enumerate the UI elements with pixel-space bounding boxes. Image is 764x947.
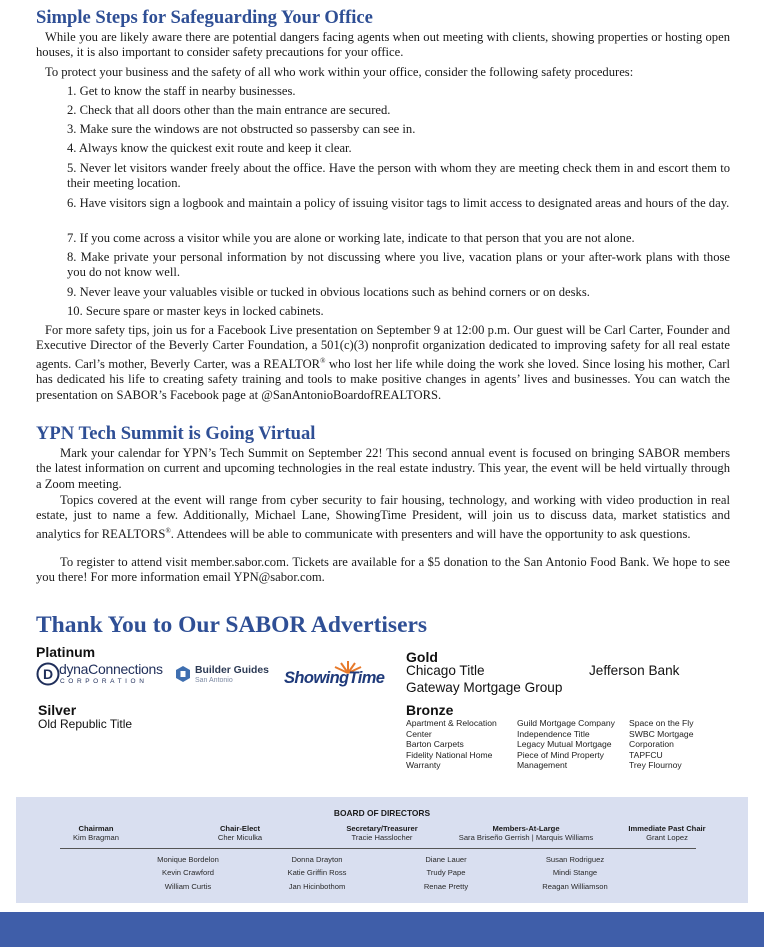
safety-step: 9. Never leave your valuables visible or tucked in obvious locations such as behind corners or on desks. [67,285,590,299]
officer-name: Kim Bragman [72,833,119,842]
board-officer [612,824,722,842]
director-name: Reagan Williamson [542,882,608,891]
ypn-paragraph-1-text: Mark your calendar for YPN’s Tech Summit on September 22! This second annual event is focused on bringing SABOR members the latest information on current and upcoming technologies in the real estate industry. This year, the event will be held virtually through a Zoom meeting. [36,446,730,491]
bronze-label: Bronze [406,702,454,718]
director-name: Mindi Stange [552,868,598,877]
safety-intro-1 [36,30,730,61]
officer-role: Immediate Past Chair [628,824,706,833]
safety-step: 7. If you come across a visitor while you are alone or working late, indicate to that person that you are not alone. [67,231,635,245]
director-name: Susan Rodriguez [545,855,605,864]
officer-role: Secretary/Treasurer [346,824,418,833]
officer-role: Chairman [78,824,114,833]
director-name: William Curtis [164,882,212,891]
safety-intro-2-text: To protect your business and the safety of all who work within your office, consider the following safety procedures: [45,65,634,79]
bronze-col-1 [406,718,516,771]
registered-mark: ® [320,356,326,365]
gold-label: Gold [406,649,438,665]
board-officer [190,824,290,842]
safety-closing [36,323,730,403]
officer-role: Chair-Elect [219,824,261,833]
bronze-line: Space on the Fly [629,718,694,728]
showingtime-logo-text: ShowingTime [284,669,385,687]
bronze-line: TAPFCU [629,749,663,760]
safety-step: 8. Make private your personal information by not discussing where you live, vacation plans or your after-work plans with those you do not know well. [67,250,730,280]
bronze-line: Corporation [629,739,674,749]
dyna-logo-text-b: Connections [88,661,163,677]
director-name: Renae Pretty [423,882,469,891]
director-name: Trudy Pape [426,868,466,877]
safety-step: 5. Never let visitors wander freely about the office. Have the person with whom they are meeting check them in and escort them to their meeting location. [67,161,730,191]
registered-mark: ® [165,526,171,535]
director-name: Donna Drayton [291,855,343,864]
bronze-line: Center [406,728,432,739]
safety-step: 4. Always know the quickest exit route and keep it clear. [67,141,352,155]
bronze-line: Apartment & Relocation [406,718,497,728]
bronze-line: Management [517,760,568,770]
dyna-d-icon [36,662,60,686]
safety-step: 1. Get to know the staff in nearby businesses. [67,84,296,98]
gold-sponsor: Jefferson Bank [589,663,680,678]
dyna-connections-logo [36,662,166,688]
safety-step: 2. Check that all doors other than the main entrance are secured. [67,103,391,117]
safety-step: 3. Make sure the windows are not obstructed so passersby can see in. [67,122,416,136]
safety-step: 10. Secure spare or master keys in locked cabinets. [67,304,324,318]
builder-hex-icon [176,666,190,682]
showingtime-logo [284,660,384,690]
bronze-line: Warranty [406,760,441,770]
board-divider [60,848,696,849]
safety-closing-text-b: who lost her life while doing the work she loved. Since losing his mother, Carl has dedicated his life to creating safety training and tools to make positive changes in agents’ lives and businesses. You can watch the presentation on SABOR’s Facebook page at @SanAntonioBoardofREALTORS. [36,357,730,402]
bronze-col-2 [517,718,627,771]
officer-name: Tracie Hasslocher [351,833,413,842]
officer-name: Grant Lopez [646,833,688,842]
gold-sponsor: Gateway Mortgage Group [406,680,563,695]
board-officer [46,824,146,842]
silver-sponsor: Old Republic Title [38,717,133,731]
board-title: BOARD OF DIRECTORS [333,808,431,818]
bronze-line: Fidelity National Home [406,749,493,760]
ypn-paragraph-2-text-a: Topics covered at the event will range from cyber security to fair housing, technology, and working with video production in real estate, just to name a few. Additionally, Michael Lane, ShowingTime President, will join us to discuss data, market statistics and analytics for REALTORS [36,493,730,541]
bronze-line: Trey Flournoy [629,760,682,770]
dyna-logo-text-a: dyna [59,661,89,677]
builder-logo-text: Builder Guides [195,665,269,676]
officer-name: Sara Briseño Gerrish | Marquis Williams [458,833,594,842]
gold-sponsor: Chicago Title [406,663,485,678]
director-name: Katie Griffin Ross [287,868,347,877]
bronze-col-3 [629,718,739,771]
bronze-line: Independence Title [517,728,590,739]
advertisers-title: Thank You to Our SABOR Advertisers [36,612,428,638]
director-name: Kevin Crawford [162,868,214,877]
ypn-paragraph-2-text-b: . Attendees will be able to communicate with presenters and will have the opportunity to ask questions. [170,527,691,541]
builder-logo-sub: San Antonio [195,677,233,684]
bronze-line: Legacy Mutual Mortgage [517,739,612,749]
svg-text:D: D [43,666,54,682]
ypn-paragraph-3-text: To register to attend visit member.sabor.com. Tickets are available for a $5 donation to the San Antonio Food Bank. We hope to see you there! For more information email YPN@sabor.com. [36,555,730,585]
ypn-paragraph-3 [36,555,730,586]
safety-intro-1-text: While you are likely aware there are potential dangers facing agents when out meeting with clients, showing properties or hosting open houses, it is also important to consider safety precautions for your office. [36,30,730,60]
safety-intro-2 [36,65,730,80]
director-name: Diane Lauer [425,855,467,864]
platinum-label: Platinum [36,644,96,660]
safety-step: 6. Have visitors sign a logbook and maintain a policy of issuing visitor tags to limit access to designated areas and hours of the day. [67,196,730,210]
officer-name: Cher Miculka [217,833,263,842]
builder-guides-logo [176,664,271,686]
footer-band [0,912,764,947]
director-name: Monique Bordelon [157,855,219,864]
safety-closing-text-a: For more safety tips, join us for a Facebook Live presentation on September 9 at 12:00 p.m. Our guest will be Carl Carter, Founder and Executive Director of the Beverly Carter Foundation, a 501(c)(3) nonprofit organization dedicated to improving safety for all real estate agents. Carl’s mother, Beverly Carter, was a REALTOR [36,323,730,371]
bronze-line: Barton Carpets [406,739,464,749]
safety-title: Simple Steps for Safeguarding Your Office [36,7,373,28]
ypn-paragraph-2 [36,493,730,542]
bronze-line: Piece of Mind Property [517,749,604,760]
board-officer [322,824,442,842]
officer-role: Members-At-Large [492,824,560,833]
board-officer [446,824,606,842]
board-of-directors-panel [16,797,748,903]
bronze-line: Guild Mortgage Company [517,718,615,728]
silver-label: Silver [38,702,77,718]
bronze-line: SWBC Mortgage [629,728,694,739]
dyna-logo-sub: CORPORATION [60,678,148,685]
director-name: Jan Hicinbothom [288,882,346,891]
ypn-title: YPN Tech Summit is Going Virtual [36,423,316,444]
ypn-paragraph-1 [36,446,730,492]
